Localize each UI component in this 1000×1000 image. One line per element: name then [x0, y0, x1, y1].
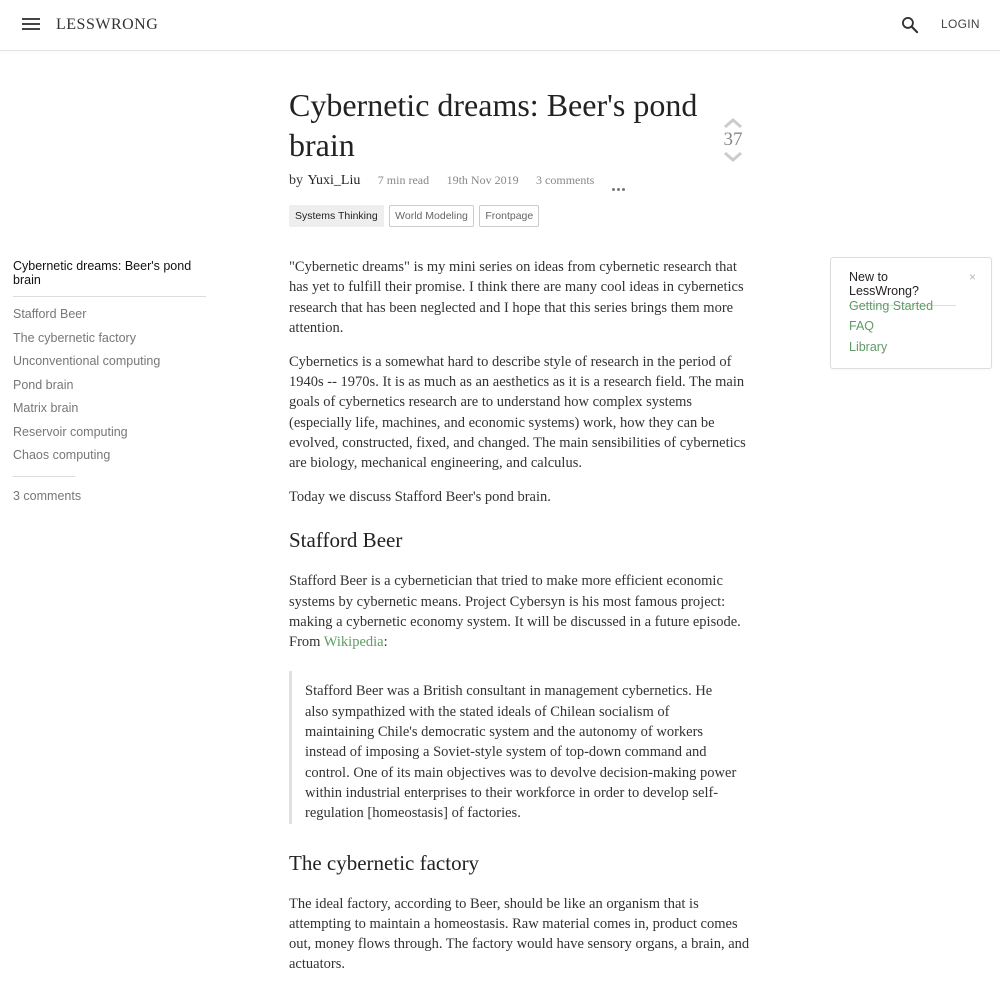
read-time: 7 min read	[377, 173, 430, 187]
toc-item-cybernetic-factory[interactable]: The cybernetic factory	[13, 330, 136, 345]
blockquote	[289, 671, 751, 823]
more-options-icon[interactable]	[612, 178, 627, 196]
author-link[interactable]: Yuxi_Liu	[307, 173, 361, 188]
toc-item-matrix-brain[interactable]: Matrix brain	[13, 401, 79, 415]
paragraph-text: :	[383, 634, 388, 651]
post-date[interactable]: 19th Nov 2019	[446, 173, 519, 187]
post-meta	[289, 171, 594, 191]
search-icon[interactable]	[900, 15, 920, 35]
section-heading-stafford-beer: Stafford Beer	[289, 528, 403, 553]
section-heading-cybernetic-factory: The cybernetic factory	[289, 850, 480, 875]
chevron-down-icon[interactable]	[723, 151, 743, 163]
menu-icon[interactable]	[22, 16, 40, 34]
tag-list	[289, 205, 540, 227]
toc-comments-link[interactable]: 3 comments	[13, 488, 82, 503]
by-label: by	[289, 173, 303, 188]
tag-systems-thinking[interactable]: Systems Thinking	[289, 205, 384, 227]
quote-text: Stafford Beer was a British consultant in management cybernetics. He also sympathized with the stated ideals of Chilean socialism of maintaining Chile's democratic system and the autonomy of workers instead of imposing a Soviet-style system of top-down command and control. One of its main objectives was to devolve decision-making power within industrial enterprises to their workforce in order to develop self-regulation [homeostasis] of factories.	[305, 683, 737, 822]
panel-links	[849, 299, 933, 360]
toc-item-reservoir-computing[interactable]: Reservoir computing	[13, 424, 128, 439]
new-user-panel	[830, 257, 992, 369]
wikipedia-link[interactable]: Wikipedia	[323, 634, 384, 651]
site-logo[interactable]: LESSWRONG	[56, 16, 159, 33]
post-title: Cybernetic dreams: Beer's pond brain	[289, 87, 698, 163]
table-of-contents	[13, 259, 206, 503]
toc-divider	[13, 476, 75, 477]
chevron-up-icon[interactable]	[723, 117, 743, 129]
vote-widget	[720, 117, 746, 163]
toc-item-chaos-computing[interactable]: Chaos computing	[13, 448, 111, 462]
getting-started-link[interactable]: Getting Started	[849, 299, 934, 313]
toc-title[interactable]: Cybernetic dreams: Beer's pond brain	[13, 259, 206, 297]
toc-item-pond-brain[interactable]: Pond brain	[13, 377, 74, 392]
paragraph: Cybernetics is a somewhat hard to describe style of research in the period of 1940s -- 1970s. It is as much as an aesthetics as it is a research field. The main goals of cybernetics research are to understand how complex systems (especially life, machines, and economic systems) work, how they can be evolved, constructed, fixed, and changed. The main sensibilities of cybernetics are biology, mechanical engineering, and calculus.	[289, 353, 746, 472]
post-body	[289, 257, 751, 988]
close-icon[interactable]: ×	[969, 270, 977, 284]
paragraph	[289, 571, 751, 652]
tag-world-modeling[interactable]: World Modeling	[389, 205, 474, 227]
paragraph: The ideal factory, according to Beer, should be like an organism that is attempting to maintain a homeostasis. Raw material comes in, product comes out, money flows through. The factory would have sensory organs, a brain, and actuators.	[289, 895, 750, 973]
paragraph: Today we discuss Stafford Beer's pond brain.	[289, 488, 551, 505]
paragraph: "Cybernetic dreams" is my mini series on ideas from cybernetic research that has yet to fulfill their promise. I think there are many cool ideas in cybernetics research that has been neglected and I hope that this series brings them more attention.	[289, 259, 744, 336]
library-link[interactable]: Library	[849, 339, 888, 354]
toc-item-stafford-beer[interactable]: Stafford Beer	[13, 307, 87, 321]
paragraph-text: Stafford Beer is a cybernetician that tried to make more efficient economic systems by cybernetic means. Project Cybersyn is his most famous project: making a cybernetic economy system. It will be discussed in a future episode. From	[289, 573, 741, 651]
faq-link[interactable]: FAQ	[849, 319, 875, 334]
login-button[interactable]: LOGIN	[941, 17, 980, 31]
toc-list	[13, 307, 206, 472]
comments-count-link[interactable]: 3 comments	[536, 173, 595, 187]
top-app-bar	[0, 0, 1000, 51]
toc-item-unconventional-computing[interactable]: Unconventional computing	[13, 354, 161, 368]
tag-frontpage[interactable]: Frontpage	[479, 205, 539, 227]
panel-title: New to LessWrong?	[849, 270, 956, 306]
vote-score: 37	[723, 129, 743, 150]
